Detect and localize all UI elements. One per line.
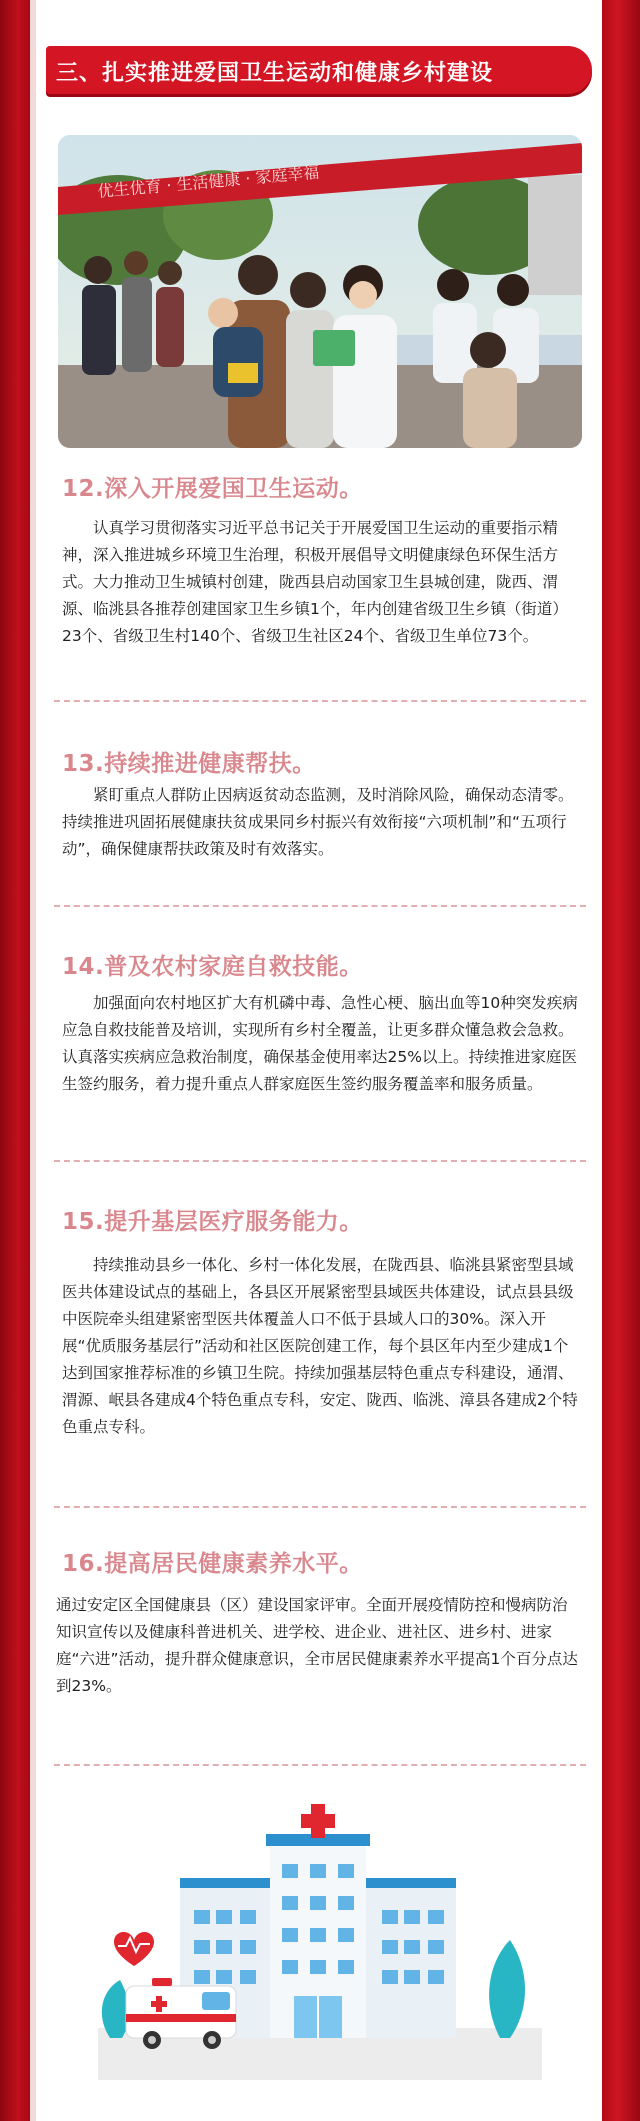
section-title: 三、扎实推进爱国卫生运动和健康乡村建设: [56, 61, 494, 86]
hospital-illustration: [90, 1800, 550, 2090]
photo-scene: [58, 135, 582, 448]
paragraph-item-16: 通过安定区全国健康县（区）建设国家评审。全面开展疫情防控和慢病防治知识宣传以及健康科普进机关、进学校、进企业、进社区、进乡村、进家庭“六进”活动，提升群众健康意识，全市居民健康素养水平提高1个百分点达到23%。: [56, 1596, 578, 1695]
left-red-frame: [0, 0, 30, 2121]
leaflet-icon: [313, 330, 355, 366]
heading-item-16: 16.提高居民健康素养水平。: [62, 1551, 363, 1577]
dashed-divider: [54, 1764, 586, 1766]
heading-item-12: 12.深入开展爱国卫生运动。: [62, 476, 363, 502]
dashed-divider: [54, 905, 586, 907]
health-event-photo: [58, 135, 582, 448]
banner-slogan: 优生优育 · 生活健康 · 家庭幸福: [96, 162, 321, 201]
red-cross-icon: [301, 1804, 335, 1838]
dashed-divider: [54, 1506, 586, 1508]
ambulance-icon: [126, 1978, 236, 2049]
leaf-icon: [489, 1940, 525, 2038]
heading-item-15: 15.提升基层医疗服务能力。: [62, 1209, 363, 1235]
heart-pulse-icon: [114, 1932, 154, 1966]
paragraph-item-12: 认真学习贯彻落实习近平总书记关于开展爱国卫生运动的重要指示精神，深入推进城乡环境卫生治理，积极开展倡导文明健康绿色环保生活方式。大力推动卫生城镇村创建，陇西县启动国家卫生县城创建，陇西、渭源、临洮县各推荐创建国家卫生乡镇1个，年内创建省级卫生乡镇（街道）23个、省级卫生村140个、省级卫生社区24个、省级卫生单位73个。: [62, 519, 568, 645]
right-red-frame: [602, 0, 640, 2121]
paragraph-item-15: 持续推动县乡一体化、乡村一体化发展，在陇西县、临洮县紧密型县域医共体建设试点的基础上，各县区开展紧密型县域医共体建设，试点县县级中医院牵头组建紧密型医共体覆盖人口不低于县域人口的30%。深入开展“优质服务基层行”活动和社区医院创建工作，每个县区年内至少建成1个达到国家推荐标准的乡镇卫生院。持续加强基层特色重点专科建设，通渭、渭源、岷县各建成4个特色重点专科，安定、陇西、临洮、漳县各建成2个特色重点专科。: [62, 1256, 578, 1436]
heading-item-13: 13.持续推进健康帮扶。: [62, 751, 316, 777]
heading-item-14: 14.普及农村家庭自救技能。: [62, 954, 363, 980]
paragraph-item-13: 紧盯重点人群防止因病返贫动态监测，及时消除风险，确保动态清零。持续推进巩固拓展健康扶贫成果同乡村振兴有效衔接“六项机制”和“五项行动”，确保健康帮扶政策及时有效落实。: [62, 786, 574, 858]
dashed-divider: [54, 700, 586, 702]
paragraph-item-14: 加强面向农村地区扩大有机磷中毒、急性心梗、脑出血等10种突发疾病应急自救技能普及培训，实现所有乡村全覆盖，让更多群众懂急救会急救。认真落实疾病应急救治制度，确保基金使用率达25%以上。持续推进家庭医生签约服务，着力提升重点人群家庭医生签约服务覆盖率和服务质量。: [62, 994, 578, 1093]
section-title-banner: [46, 46, 592, 94]
dashed-divider: [54, 1160, 586, 1162]
